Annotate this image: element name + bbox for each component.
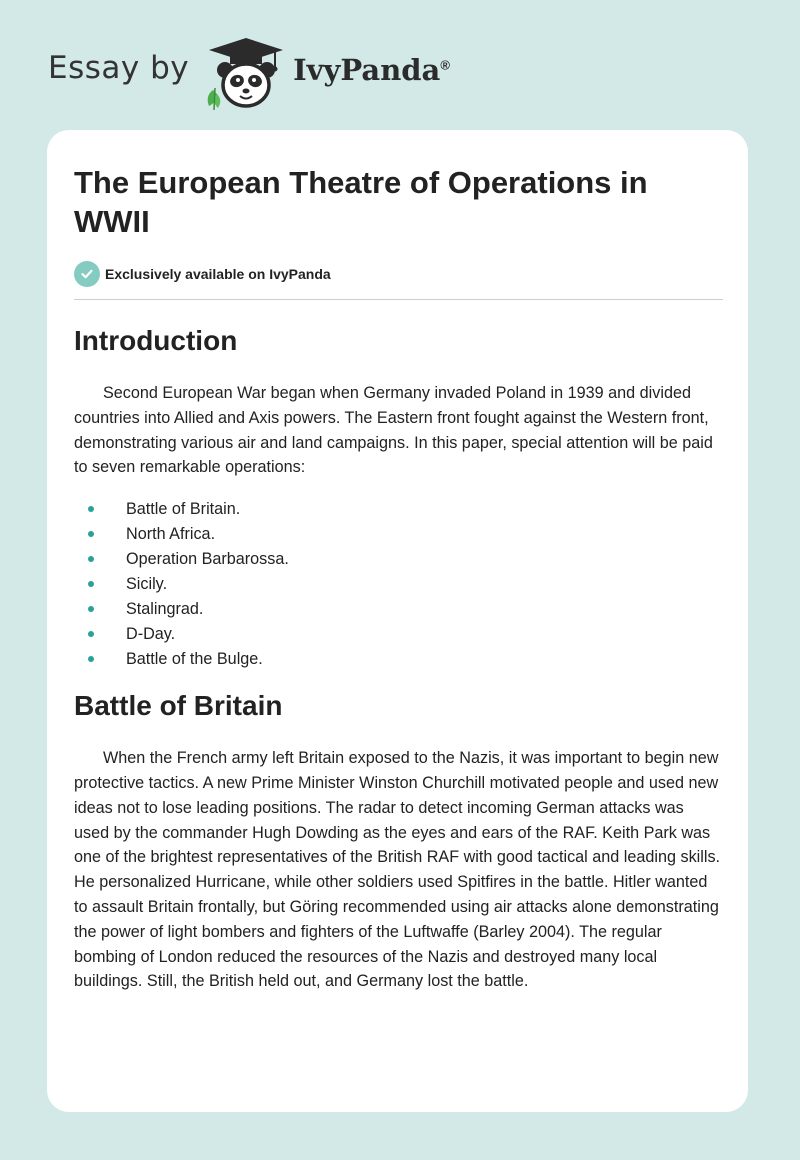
list-item: Stalingrad. — [74, 597, 723, 622]
list-item: Operation Barbarossa. — [74, 547, 723, 572]
bullet-icon — [88, 531, 94, 537]
bullet-icon — [88, 506, 94, 512]
essay-content — [74, 163, 723, 994]
bullet-icon — [88, 656, 94, 662]
panda-logo-icon — [203, 32, 289, 112]
badge-text: Exclusively available on IvyPanda — [105, 266, 331, 282]
bullet-icon — [88, 606, 94, 612]
section-heading-introduction: Introduction — [74, 325, 238, 356]
essay-card — [47, 130, 748, 1112]
section-heading-battle-of-britain: Battle of Britain — [74, 690, 283, 722]
operations-list — [74, 497, 723, 672]
list-item: Battle of the Bulge. — [74, 647, 723, 672]
battle-of-britain-paragraph: When the French army left Britain exposed to the Nazis, it was important to begin new protective tactics. A new Prime Minister Winston Churchill motivated people and used new ideas not to lose leading positions. The radar to detect incoming German attacks was used by the commander Hugh Dowding as the eyes and ears of the RAF. Keith Park was one of the brightest representatives of the British RAF with good tactical and leading skills. He personalized Hurricane, while other soldiers used Spitfires in the battle. Hitler wanted to assault Britain frontally, but Göring recommended using air attacks alone demonstrating the power of light bombers and fighters of the Luftwaffe (Barley 2004). The regular bombing of London reduced the resources of the Nazis and destroyed many local buildings. Still, the British held out, and Germany lost the battle. — [74, 749, 721, 991]
page-title: The European Theatre of Operations in WWII — [74, 165, 648, 239]
list-item: Sicily. — [74, 572, 723, 597]
check-icon — [74, 261, 100, 287]
list-item: North Africa. — [74, 522, 723, 547]
exclusive-badge — [74, 261, 723, 287]
brand-header — [48, 32, 450, 112]
bullet-icon — [88, 581, 94, 587]
bullet-icon — [88, 556, 94, 562]
list-item: Battle of Britain. — [74, 497, 723, 522]
brand-prefix: Essay by — [48, 50, 190, 86]
introduction-paragraph: Second European War began when Germany invaded Poland in 1939 and divided countries into Allied and Axis powers. The Eastern front fought against the Western front, demonstrating various air and land campaigns. In this paper, special attention will be paid to seven remarkable operations: — [74, 384, 713, 477]
divider — [74, 299, 723, 300]
bullet-icon — [88, 631, 94, 637]
list-item: D-Day. — [74, 622, 723, 647]
brand-name: IvyPanda® — [293, 53, 450, 87]
